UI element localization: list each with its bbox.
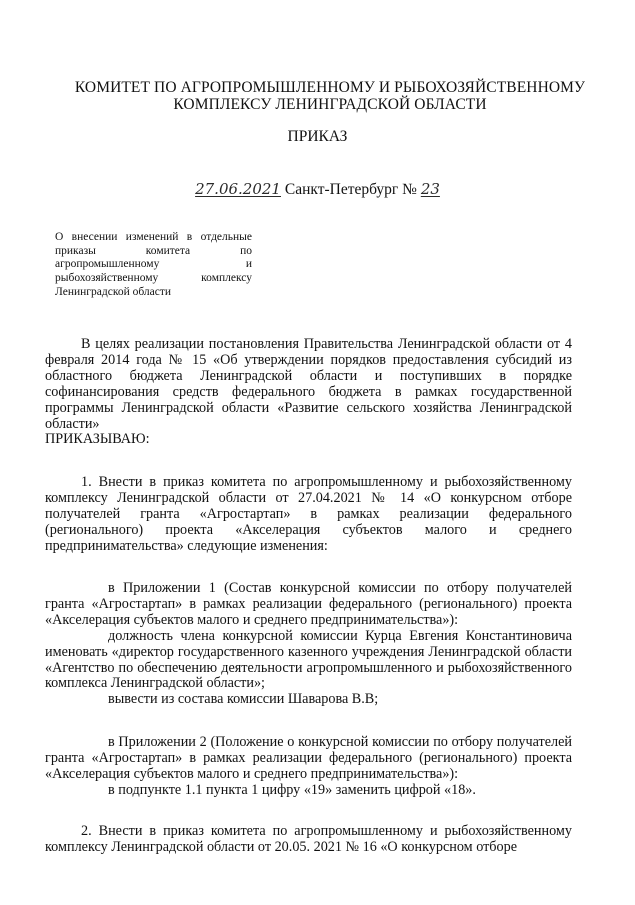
item-1-paragraph: 1. Внести в приказ комитета по агропромышленному и рыбохозяйственному комплексу Ленинградской области от 27.04.2021 № 14 «О конкурсном отборе получателей гранта «Агростартап» в рамках реализации федерального (регионального) проекта «Акселерация субъектов малого и среднего предпринимательства» следующие изменения: [45,474,572,554]
item-2-block [45,824,572,856]
document-subject [55,231,252,299]
item-2-paragraph: 2. Внести в приказ комитета по агропромышленному и рыбохозяйственному комплексу Ленинградской области от 20.05. 2021 № 16 «О конкурсном отборе [45,823,572,855]
appendix-1-change-1: должность члена конкурсной комиссии Курца Евгения Константиновича именовать «директор государственного казенного учреждения Ленинградской области «Агентство по обеспечению деятельности агропромышленного и рыбохозяйственного комплекса Ленинградской области»; [45,627,572,692]
preamble-block [45,337,572,448]
appendix-1-block [45,581,572,708]
subject-line: приказы комитета по [55,244,252,257]
document-type: ПРИКАЗ [287,128,348,145]
item-1-block [45,475,572,555]
appendix-1-paragraph: в Приложении 1 (Состав конкурсной комиссии по отбору получателей гранта «Агростартап» в рамках реализации федерального (регионального) проекта «Акселерация субъектов малого и среднего предпринимательства»): [45,580,572,628]
date-number-line [0,180,635,199]
appendix-2-change-1: в подпункте 1.1 пункта 1 цифру «19» заменить цифрой «18». [108,781,476,798]
subject-line: О внесении изменений в отдельные [55,231,252,243]
subject-line: рыбохозяйственному комплексу [55,272,252,285]
appendix-2-block [45,735,572,799]
order-word: ПРИКАЗЫВАЮ: [45,431,150,448]
handwritten-number: 23 [420,180,440,198]
appendix-1-change-2: вывести из состава комиссии Шаварова В.В; [108,691,379,708]
subject-line: агропромышленному и [55,258,252,271]
handwritten-date: 27.06.2021 [195,180,281,198]
subject-line: Ленинградской области [55,285,172,298]
organization-name-line-2: КОМПЛЕКСУ ЛЕНИНГРАДСКОЙ ОБЛАСТИ [173,96,487,113]
city-label: Санкт-Петербург № [284,181,417,198]
appendix-2-paragraph: в Приложении 2 (Положение о конкурсной комиссии по отбору получателей гранта «Агростартап» в рамках реализации федерального (регионального) проекта «Акселерация субъектов малого и среднего предпринимательства»): [45,734,572,782]
organization-name-line-1: КОМИТЕТ ПО АГРОПРОМЫШЛЕННОМУ И РЫБОХОЗЯЙСТВЕННОМУ [74,79,586,96]
preamble-paragraph: В целях реализации постановления Правительства Ленинградской области от 4 февраля 2014 года № 15 «Об утверждении порядков предоставления субсидий из областного бюджета Ленинградской области и поступивших в порядке софинансирования средств федерального бюджета в рамках государственной программы Ленинградской области «Развитие сельского хозяйства Ленинградской области» [45,336,572,432]
